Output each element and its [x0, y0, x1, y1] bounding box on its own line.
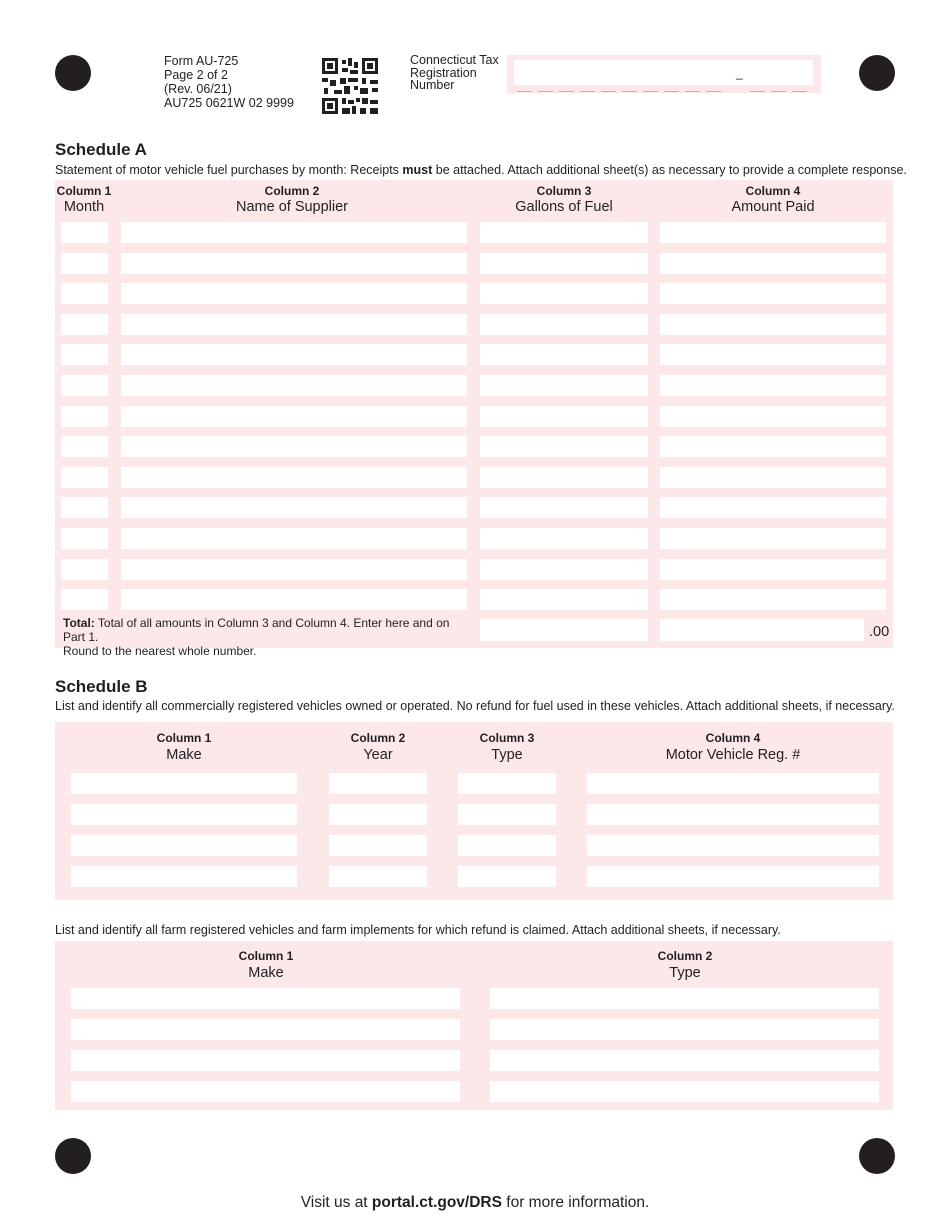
schedule-a-title: Schedule A: [55, 140, 147, 159]
digit-guide: [706, 91, 721, 92]
schedule-a-month-input[interactable]: [61, 436, 108, 457]
form-name: Form AU-725: [164, 54, 239, 68]
schedule-a-description: Statement of motor vehicle fuel purchases by month: Receipts must be attached. Attach additional sheet(s) as necessary to provide a complete response.: [55, 163, 907, 177]
schedule-b-make-input[interactable]: [71, 773, 297, 794]
schedule-a-total-label: Total: Total of all amounts in Column 3 and Column 4. Enter here and on Part 1. Round to the nearest whole number.: [63, 616, 450, 658]
digit-guide: [664, 91, 679, 92]
schedule-a-gallons-input[interactable]: [480, 406, 648, 427]
digit-guide: [601, 91, 616, 92]
schedule-b-type-input[interactable]: [458, 835, 556, 856]
schedule-a-amount-input[interactable]: [660, 253, 886, 274]
schedule-b-year-input[interactable]: [329, 835, 427, 856]
farm-make-input[interactable]: [71, 1019, 460, 1040]
schedule-a-col2-num: Column 2: [264, 184, 320, 198]
schedule-a-amount-input[interactable]: [660, 589, 886, 610]
schedule-a-amount-input[interactable]: [660, 283, 886, 304]
tax-registration-box: [507, 55, 821, 93]
schedule-a-col4-name: Amount Paid: [731, 199, 815, 215]
schedule-b-col4-name: Motor Vehicle Reg. #: [665, 747, 801, 763]
farm-col1-num: Column 1: [238, 949, 294, 963]
schedule-a-supplier-input[interactable]: [121, 589, 467, 610]
registration-mark-top-right: [859, 55, 895, 91]
schedule-a-month-input[interactable]: [61, 253, 108, 274]
schedule-b-make-input[interactable]: [71, 835, 297, 856]
schedule-a-amount-input[interactable]: [660, 497, 886, 518]
registration-mark-bottom-left: [55, 1138, 91, 1174]
schedule-a-supplier-input[interactable]: [121, 222, 467, 243]
schedule-b-title: Schedule B: [55, 677, 148, 696]
schedule-a-month-input[interactable]: [61, 589, 108, 610]
registration-mark-bottom-right: [859, 1138, 895, 1174]
digit-guide: [559, 91, 574, 92]
digit-guide: [750, 91, 765, 92]
schedule-a-month-input[interactable]: [61, 528, 108, 549]
schedule-a-month-input[interactable]: [61, 467, 108, 488]
qr-code-icon: [322, 58, 378, 114]
schedule-a-month-input[interactable]: [61, 314, 108, 335]
digit-guide: [580, 91, 595, 92]
schedule-a-month-input[interactable]: [61, 283, 108, 304]
farm-type-input[interactable]: [490, 1050, 879, 1071]
schedule-a-month-input[interactable]: [61, 222, 108, 243]
schedule-b-reg-input[interactable]: [587, 773, 879, 794]
schedule-a-supplier-input[interactable]: [121, 375, 467, 396]
schedule-a-month-input[interactable]: [61, 344, 108, 365]
schedule-a-col4-num: Column 4: [745, 184, 801, 198]
schedule-a-amount-input[interactable]: [660, 467, 886, 488]
farm-make-input[interactable]: [71, 988, 460, 1009]
schedule-b-col4-num: Column 4: [705, 731, 761, 745]
schedule-a-total-cents: .00: [869, 624, 890, 640]
schedule-a-gallons-input[interactable]: [480, 589, 648, 610]
footer-text: Visit us at portal.ct.gov/DRS for more information.: [300, 1194, 650, 1211]
schedule-a-supplier-input[interactable]: [121, 436, 467, 457]
schedule-b-reg-input[interactable]: [587, 804, 879, 825]
farm-make-input[interactable]: [71, 1050, 460, 1071]
schedule-a-col2-name: Name of Supplier: [235, 199, 349, 215]
schedule-a-month-input[interactable]: [61, 497, 108, 518]
schedule-a-gallons-input[interactable]: [480, 559, 648, 580]
schedule-b-year-input[interactable]: [329, 773, 427, 794]
tax-registration-separator: _: [736, 66, 743, 80]
schedule-a-total-gallons-input[interactable]: [480, 619, 648, 641]
digit-guide: [685, 91, 700, 92]
schedule-a-total-amount-input[interactable]: [660, 619, 864, 641]
schedule-a-gallons-input[interactable]: [480, 436, 648, 457]
schedule-a-supplier-input[interactable]: [121, 344, 467, 365]
schedule-a-gallons-input[interactable]: [480, 253, 648, 274]
schedule-a-supplier-input[interactable]: [121, 467, 467, 488]
schedule-b-col1-name: Make: [166, 747, 202, 763]
farm-type-input[interactable]: [490, 988, 879, 1009]
schedule-b-col3-name: Type: [491, 747, 523, 763]
schedule-b-col2-num: Column 2: [350, 731, 406, 745]
schedule-a-gallons-input[interactable]: [480, 497, 648, 518]
farm-col2-name: Type: [669, 965, 701, 981]
digit-guide: [643, 91, 658, 92]
farm-description: List and identify all farm registered vehicles and farm implements for which refund is claimed. Attach additional sheets, if necessary.: [55, 923, 781, 937]
schedule-a-supplier-input[interactable]: [121, 253, 467, 274]
schedule-b-reg-input[interactable]: [587, 866, 879, 887]
schedule-a-supplier-input[interactable]: [121, 406, 467, 427]
schedule-b-type-input[interactable]: [458, 866, 556, 887]
schedule-a-supplier-input[interactable]: [121, 497, 467, 518]
form-info: [164, 54, 294, 110]
schedule-a-amount-input[interactable]: [660, 314, 886, 335]
schedule-b-type-input[interactable]: [458, 773, 556, 794]
tax-registration-input[interactable]: [514, 60, 813, 85]
schedule-a-col3-name: Gallons of Fuel: [515, 199, 613, 215]
schedule-a-amount-input[interactable]: [660, 375, 886, 396]
form-rev: (Rev. 06/21): [164, 82, 232, 96]
schedule-b-col2-name: Year: [363, 747, 393, 763]
schedule-a-amount-input[interactable]: [660, 436, 886, 457]
digit-guide: [538, 91, 553, 92]
farm-type-input[interactable]: [490, 1019, 879, 1040]
schedule-b-table: [55, 722, 893, 900]
registration-mark-top-left: [55, 55, 91, 91]
schedule-b-col3-num: Column 3: [479, 731, 535, 745]
schedule-a-month-input[interactable]: [61, 375, 108, 396]
schedule-a-amount-input[interactable]: [660, 559, 886, 580]
schedule-a-gallons-input[interactable]: [480, 344, 648, 365]
farm-col2-num: Column 2: [657, 949, 713, 963]
schedule-a-gallons-input[interactable]: [480, 375, 648, 396]
schedule-a-gallons-input[interactable]: [480, 222, 648, 243]
form-page: Page 2 of 2: [164, 68, 228, 82]
schedule-b-year-input[interactable]: [329, 804, 427, 825]
schedule-b-col1-num: Column 1: [156, 731, 212, 745]
digit-guide: [622, 91, 637, 92]
schedule-b-type-input[interactable]: [458, 804, 556, 825]
farm-make-input[interactable]: [71, 1081, 460, 1102]
schedule-a-gallons-input[interactable]: [480, 314, 648, 335]
tax-registration-label: Connecticut Tax Registration Number: [410, 53, 499, 92]
schedule-a-amount-input[interactable]: [660, 344, 886, 365]
schedule-a-supplier-input[interactable]: [121, 559, 467, 580]
schedule-a-supplier-input[interactable]: [121, 314, 467, 335]
digit-guide: [517, 91, 532, 92]
schedule-a-month-input[interactable]: [61, 406, 108, 427]
schedule-a-table: [55, 180, 893, 658]
schedule-a-amount-input[interactable]: [660, 222, 886, 243]
farm-table: [55, 941, 893, 1110]
schedule-a-col1-num: Column 1: [56, 184, 112, 198]
schedule-a-supplier-input[interactable]: [121, 528, 467, 549]
form-code: AU725 0621W 02 9999: [164, 96, 294, 110]
farm-type-input[interactable]: [490, 1081, 879, 1102]
schedule-a-gallons-input[interactable]: [480, 528, 648, 549]
schedule-b-make-input[interactable]: [71, 804, 297, 825]
schedule-a-gallons-input[interactable]: [480, 283, 648, 304]
schedule-a-col3-num: Column 3: [536, 184, 592, 198]
schedule-b-year-input[interactable]: [329, 866, 427, 887]
schedule-a-supplier-input[interactable]: [121, 283, 467, 304]
schedule-b-description: List and identify all commercially registered vehicles owned or operated. No refund for fuel used in these vehicles. Attach additional sheets, if necessary.: [55, 699, 895, 713]
schedule-a-month-input[interactable]: [61, 559, 108, 580]
digit-guide: [771, 91, 786, 92]
footer-link[interactable]: portal.ct.gov/DRS: [371, 1194, 502, 1211]
schedule-a-amount-input[interactable]: [660, 406, 886, 427]
farm-col1-name: Make: [248, 965, 284, 981]
schedule-a-gallons-input[interactable]: [480, 467, 648, 488]
digit-guide: [792, 91, 807, 92]
schedule-b-make-input[interactable]: [71, 866, 297, 887]
schedule-a-col1-name: Month: [63, 199, 105, 215]
schedule-a-amount-input[interactable]: [660, 528, 886, 549]
schedule-b-reg-input[interactable]: [587, 835, 879, 856]
